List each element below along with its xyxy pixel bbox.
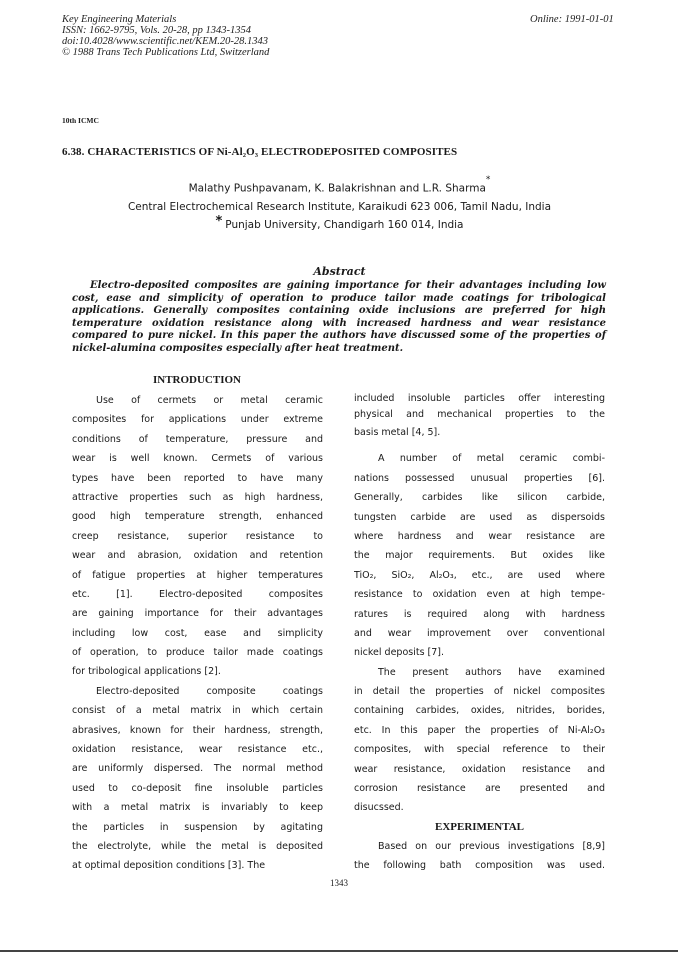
text-line: disucssed. xyxy=(354,802,404,814)
text-line: basis metal [4, 5]. xyxy=(354,427,441,438)
text-line: tungsten carbide are used as dispersoids xyxy=(354,511,605,523)
doi-line: doi:10.4028/www.scientific.net/KEM.20-28.1343 xyxy=(62,36,268,47)
text-line: abrasives, known for their hardness, strength, xyxy=(72,724,323,736)
abstract-body: Electro-deposited composites are gaining importance for their advantages including low cost, ease and simplicity of operation to produce tailor made coatings for tribological applications. Generally composites containing oxide inclusions are preferred for high temperature oxidation resistance along with increased hardness and wear resistance compared to pure nickel. In this paper the authors have discussed some of the properties of nickel-alumina composites especially after heat treatment. xyxy=(72,280,606,354)
text-line: in detail the properties of nickel composites xyxy=(354,686,605,698)
text-line: the following bath composition was used. xyxy=(354,860,605,872)
text-line: wear and abrasion, oxidation and retention xyxy=(72,550,323,562)
text-line: etc. [1]. Electro-deposited composites xyxy=(72,588,323,600)
text-line: composites for applications under extreme xyxy=(72,414,323,426)
text-line: resistance to oxidation even at high tempe- xyxy=(354,589,605,601)
author-block xyxy=(62,176,617,234)
journal-metadata xyxy=(62,14,269,58)
right-column xyxy=(354,391,605,876)
text-line: including low cost, ease and simplicity xyxy=(72,627,323,639)
text-line: The present authors have examined xyxy=(378,666,605,678)
text-line: consist of a metal matrix in which certain xyxy=(72,705,323,717)
paper-title: 6.38. CHARACTERISTICS OF Ni-Al₂O₃ ELECTRODEPOSITED COMPOSITES xyxy=(62,146,458,158)
text-line: TiO₂, SiO₂, Al₂O₃, etc., are used where xyxy=(354,569,605,581)
affiliation-marker-2: * xyxy=(215,213,223,229)
text-line: corrosion resistance are presented and xyxy=(354,783,605,795)
text-line: for tribological applications [2]. xyxy=(72,666,221,678)
text-line: oxidation resistance, wear resistance etc., xyxy=(72,744,323,756)
experimental-heading: EXPERIMENTAL xyxy=(434,820,525,833)
text-line: Based on our previous investigations [8,9] xyxy=(378,840,605,852)
text-line: and wear improvement over conventional xyxy=(354,627,605,639)
affiliation-primary: Central Electrochemical Research Institute, Karaikudi 623 006, Tamil Nadu, India xyxy=(127,200,552,213)
conference-tag: 10th ICMC xyxy=(62,116,99,125)
text-line: the major requirements. But oxides like xyxy=(354,550,605,562)
copyright-line: © 1988 Trans Tech Publications Ltd, Switzerland xyxy=(62,47,270,58)
text-line: nations possessed unusual properties [6]. xyxy=(354,472,605,484)
text-line: with a metal matrix is invariably to keep xyxy=(72,802,323,814)
text-line: physical and mechanical properties to the xyxy=(354,409,605,420)
text-line: nickel deposits [7]. xyxy=(354,647,445,659)
text-line: where hardness and wear resistance are xyxy=(354,530,605,542)
text-line: of fatigue properties at higher temperatures xyxy=(72,569,323,581)
text-line: conditions of temperature, pressure and xyxy=(72,433,323,445)
bottom-rule xyxy=(0,950,678,952)
journal-name: Key Engineering Materials xyxy=(62,14,177,25)
text-line: good high temperature strength, enhanced xyxy=(72,511,323,523)
affiliation-marker: * xyxy=(485,175,491,185)
text-line: are uniformly dispersed. The normal method xyxy=(72,763,323,775)
text-line: Electro-deposited composite coatings xyxy=(96,685,323,697)
text-line: used to co-deposit fine insoluble particles xyxy=(72,782,323,794)
text-line: at optimal deposition conditions [3]. The xyxy=(72,860,266,872)
text-line: types have been reported to have many xyxy=(72,472,323,484)
text-line: of operation, to produce tailor made coatings xyxy=(72,647,323,659)
text-line: A number of metal ceramic combi- xyxy=(378,453,605,465)
text-line: containing carbides, oxides, nitrides, borides, xyxy=(354,705,605,717)
text-line: the electrolyte, while the metal is deposited xyxy=(72,840,323,852)
abstract-heading: Abstract xyxy=(313,265,366,278)
text-line: are gaining importance for their advantages xyxy=(72,608,323,620)
text-line: attractive properties such as high hardness, xyxy=(72,491,323,503)
page-number: 1343 xyxy=(330,878,348,888)
text-line: composites, with special reference to their xyxy=(354,744,605,756)
text-line: wear resistance, oxidation resistance and xyxy=(354,763,605,775)
affiliation-secondary: * Punjab University, Chandigarh 160 014, India xyxy=(215,213,464,231)
left-column xyxy=(72,391,323,876)
introduction-heading: INTRODUCTION xyxy=(152,374,241,386)
text-line: Use of cermets or metal ceramic xyxy=(96,395,323,406)
text-line: creep resistance, superior resistance to xyxy=(72,530,323,542)
online-date: Online: 1991-01-01 xyxy=(530,14,614,25)
text-line: included insoluble particles offer interesting xyxy=(354,393,605,404)
text-line: Generally, carbides like silicon carbide, xyxy=(354,492,605,504)
text-line: etc. In this paper the properties of Ni-Al₂O₃ xyxy=(354,724,605,736)
author-names: Malathy Pushpavanam, K. Balakrishnan and L.R. Sharma* xyxy=(188,175,491,195)
text-line: ratures is required along with hardness xyxy=(354,608,605,620)
text-line: the particles in suspension by agitating xyxy=(72,821,323,833)
text-line: wear is well known. Cermets of various xyxy=(72,453,323,465)
issn-line: ISSN: 1662-9795, Vols. 20-28, pp 1343-1354 xyxy=(62,25,251,36)
